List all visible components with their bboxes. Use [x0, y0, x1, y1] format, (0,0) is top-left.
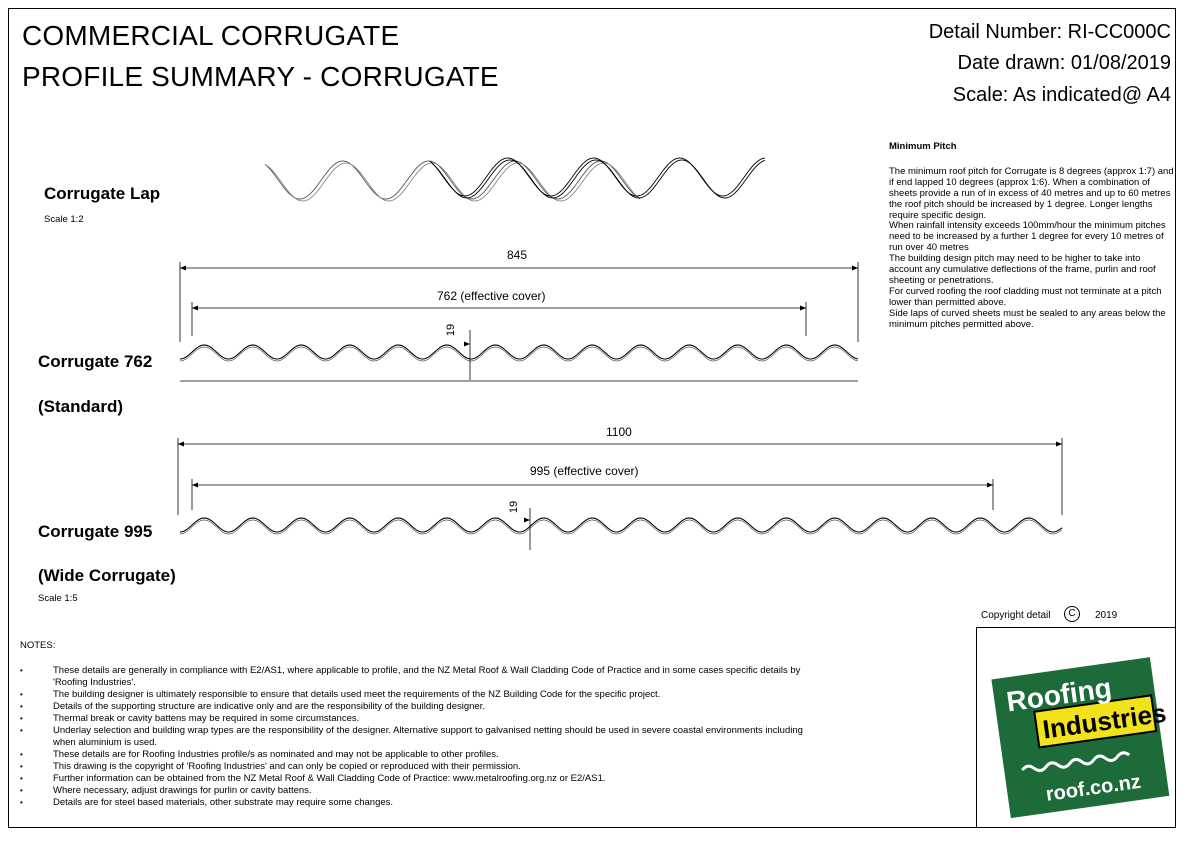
corrugate-762-profile: [180, 345, 858, 361]
note-item: • Underlay selection and building wrap types are the responsibility of the designer. Alternative support to galvanised netting should be used in severe coastal environments including when aluminium is used.: [20, 725, 820, 749]
notes-heading: NOTES:: [20, 640, 56, 651]
copyright-year: 2019: [1095, 610, 1118, 621]
logo-word-roofing: Roofing: [1004, 671, 1114, 718]
lap-sheet-lower-inner: [268, 163, 640, 201]
note-item: • Details of the supporting structure are indicative only and are the responsibility of the building designer.: [20, 701, 820, 713]
corrugate-762-sheet: [180, 345, 858, 359]
dim-762-cover-label: 762 (effective cover): [437, 289, 546, 303]
pitch-paragraph: For curved roofing the roof cladding must not terminate at a pitch lower than permitted above.: [889, 285, 1162, 308]
dim-1100-arrow-right: [1056, 442, 1062, 447]
note-item: • Details are for steel based materials, other substrate may require some changes.: [20, 797, 820, 809]
minimum-pitch-panel: [889, 142, 1174, 331]
minimum-pitch-heading: Minimum Pitch: [889, 141, 957, 152]
note-item: • Further information can be obtained from the NZ Metal Roof & Wall Cladding Code of Practice: www.metalroofing.org.nz or E2/AS1.: [20, 773, 820, 785]
dim-845-arrow-left: [180, 266, 186, 271]
dim-995-cover-label: 995 (effective cover): [530, 464, 639, 478]
note-item: • Where necessary, adjust drawings for purlin or cavity battens.: [20, 785, 820, 797]
depth-762-arrow: [464, 342, 470, 347]
corrugate-995-sublabel: (Wide Corrugate): [38, 566, 176, 585]
pitch-paragraph: The building design pitch may need to be higher to take into account any cumulative deflections of the frame, purlin and roof sheeting or penetrations.: [889, 253, 1156, 286]
date-drawn: Date drawn: 01/08/2019: [957, 52, 1171, 74]
note-item: • These details are for Roofing Industries profile/s as nominated and may not be applicable to other profiles.: [20, 749, 820, 761]
dim-995-cover-arrow-left: [192, 483, 198, 488]
corrugate-lap-label: Corrugate Lap: [44, 184, 161, 203]
detail-number: Detail Number: RI-CC000C: [928, 21, 1171, 43]
copyright-symbol: C: [1064, 606, 1080, 622]
depth-762-label: 19: [445, 323, 458, 337]
dim-845-arrow-right: [852, 266, 858, 271]
lap-sheet-upper: [430, 158, 765, 196]
dim-845-label: 845: [507, 248, 528, 262]
profile-scale: Scale 1:5: [38, 593, 78, 604]
dim-762-cover-arrow-right: [800, 306, 806, 311]
lap-scale: Scale 1:2: [44, 214, 84, 225]
corrugate-762-label: Corrugate 762: [38, 352, 153, 371]
dim-1100-arrow-left: [178, 442, 184, 447]
notes-section: [20, 640, 820, 809]
note-item: • This drawing is the copyright of 'Roofing Industries' and can only be copied or reproduced with their permission.: [20, 761, 820, 773]
corrugate-995-sheet-inner: [180, 520, 1062, 534]
copyright-text: Copyright detail: [981, 610, 1051, 621]
depth-995-arrow: [524, 518, 530, 523]
title-line-1: COMMERCIAL CORRUGATE: [22, 20, 400, 51]
corrugate-995-profile: [180, 518, 1062, 534]
corrugate-762-sublabel: (Standard): [38, 397, 123, 416]
dim-762-cover-arrow-left: [192, 306, 198, 311]
dim-995-cover-arrow-right: [987, 483, 993, 488]
roofing-industries-logo: [977, 628, 1177, 828]
depth-995-label: 19: [508, 500, 521, 514]
logo-word-industries: Industries: [1040, 697, 1169, 745]
dim-1100-label: 1100: [606, 425, 632, 439]
note-item: • Thermal break or cavity battens may be required in some circumstances.: [20, 713, 820, 725]
logo-box: [976, 627, 1176, 827]
logo-url: roof.co.nz: [1044, 770, 1143, 806]
title-line-2: PROFILE SUMMARY - CORRUGATE: [22, 61, 499, 92]
pitch-paragraph: The minimum roof pitch for Corrugate is 8 degrees (approx 1:7) and if end lapped 10 degrees (approx 1:6). When a combination of sheets provide a run of in excess of 40 metres and up to 60 metres the roof pitch should be increased by 1 degree. Longer lengths require specific design.: [889, 165, 1174, 221]
corrugate-995-label: Corrugate 995: [38, 522, 153, 541]
lap-sheet-upper-inner: [432, 160, 765, 198]
pitch-paragraph: Side laps of curved sheets must be sealed to any areas below the minimum pitches permitted above.: [889, 307, 1166, 330]
pitch-paragraph: When rainfall intensity exceeds 100mm/hour the minimum pitches need to be increased by a further 1 degree for every 10 metres of run over 40 metres: [889, 220, 1166, 254]
note-item: • These details are generally in compliance with E2/AS1, where applicable to profile, and the NZ Metal Roof & Wall Cladding Code of Practice and in some cases specific details by 'Roofing Industries'.: [20, 665, 820, 689]
corrugate-lap-profile: [265, 158, 765, 201]
notes-list: [20, 665, 820, 809]
drawing-scale: Scale: As indicated@ A4: [952, 84, 1171, 106]
note-item: • The building designer is ultimately responsible to ensure that details used meet the requirements of the NZ Building Code for the specific project.: [20, 689, 820, 701]
